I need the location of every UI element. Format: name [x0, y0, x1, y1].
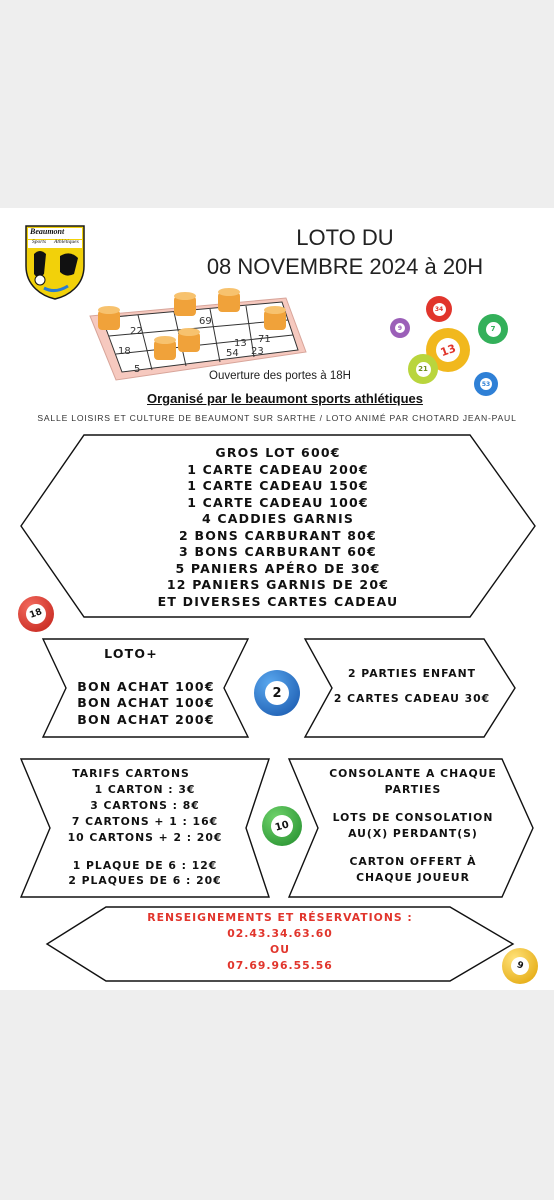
bingo-ball-7 — [478, 314, 508, 344]
ball-number: 18 — [23, 601, 49, 627]
bingo-ball-34 — [426, 296, 452, 322]
prize-item: ET DIVERSES CARTES CADEAU — [157, 593, 399, 609]
ball-number: 34 — [433, 303, 446, 316]
card-number: 54 — [226, 348, 239, 359]
contact-content — [46, 910, 514, 974]
card-number: 13 — [234, 338, 247, 349]
card-number: 18 — [118, 346, 131, 357]
ball-number: 21 — [416, 362, 431, 377]
logo-text-beaumont: Beaumont — [30, 227, 65, 236]
bingo-ball-21 — [408, 354, 438, 384]
tarifs-title: TARIFS CARTONS — [72, 767, 190, 780]
bingo-ball-18 — [18, 596, 54, 632]
prize-item: 4 CADDIES GARNIS — [201, 511, 355, 526]
ball-number: 10 — [269, 813, 296, 840]
ball-number: 53 — [480, 378, 492, 390]
consolante-content — [300, 766, 526, 885]
card-number: 69 — [199, 316, 212, 327]
card-number: 71 — [258, 334, 271, 345]
loto-plus-item: BON ACHAT 200€ — [77, 711, 215, 727]
contact-phone-2: 07.69.96.55.56 — [227, 958, 333, 972]
prize-item: GROS LOT 600€ — [215, 445, 341, 460]
tarif-item: 3 CARTONS : 8€ — [90, 798, 200, 812]
title-line2: 08 NOVEMBRE 2024 à 20H — [206, 254, 484, 279]
ball-number: 9 — [395, 323, 405, 333]
bingo-ball-2 — [254, 670, 300, 716]
card-number: 22 — [130, 326, 143, 337]
plaque-item: 2 PLAQUES DE 6 : 20€ — [68, 874, 222, 888]
contact-title: RENSEIGNEMENTS ET RÉSERVATIONS : — [147, 911, 413, 924]
enfant-item: 2 PARTIES ENFANT — [348, 667, 476, 680]
consolante-line: PARTIES — [384, 782, 442, 796]
prize-item: 1 CARTE CADEAU 200€ — [187, 461, 369, 477]
card-number: 5 — [134, 364, 141, 375]
prizes-list — [20, 445, 536, 610]
bingo-ball-9 — [390, 318, 410, 338]
flyer-sheet — [0, 208, 554, 990]
doors-opening-text: Ouverture des portes à 18H — [209, 370, 351, 382]
ball-number: 13 — [433, 335, 464, 366]
consolante-line: CONSOLANTE A CHAQUE — [329, 767, 497, 780]
enfant-item: 2 CARTES CADEAU 30€ — [333, 691, 491, 705]
ball-number: 9 — [508, 954, 531, 977]
club-logo — [24, 224, 86, 300]
prize-item: 1 CARTE CADEAU 100€ — [187, 494, 369, 510]
tarif-item: 7 CARTONS + 1 : 16€ — [71, 814, 219, 828]
loto-plus-content — [42, 646, 250, 728]
logo-text-sports: Sports — [32, 239, 47, 245]
prize-item: 2 BONS CARBURANT 80€ — [179, 527, 377, 543]
consolante-line: CARTON OFFERT À — [349, 854, 477, 868]
tarif-item: 10 CARTONS + 2 : 20€ — [67, 830, 223, 844]
tarifs-content — [20, 766, 270, 889]
loto-plus-title: LOTO+ — [104, 646, 158, 661]
consolante-line: LOTS DE CONSOLATION — [332, 810, 494, 824]
prize-item: 12 PANIERS GARNIS DE 20€ — [166, 577, 390, 592]
card-number: 23 — [251, 346, 264, 357]
prize-item: 3 BONS CARBURANT 60€ — [179, 544, 377, 559]
prize-item: 1 CARTE CADEAU 150€ — [187, 478, 369, 493]
ball-number: 7 — [486, 322, 501, 337]
consolante-line: AU(X) PERDANT(S) — [348, 826, 478, 840]
logo-text-athletiques: Athlétiques — [54, 239, 79, 245]
bingo-ball-9-yellow — [502, 948, 538, 984]
contact-phone-1: 02.43.34.63.60 — [227, 926, 333, 940]
tarif-item: 1 CARTON : 3€ — [94, 782, 196, 796]
plaque-item: 1 PLAQUE DE 6 : 12€ — [72, 858, 218, 872]
enfant-content — [312, 666, 512, 707]
consolante-line: CHAQUE JOUEUR — [356, 870, 470, 884]
prize-item: 5 PANIERS APÉRO DE 30€ — [175, 560, 381, 576]
title-line1: LOTO DU — [296, 225, 394, 250]
loto-plus-item: BON ACHAT 100€ — [77, 695, 215, 710]
contact-or: OU — [270, 942, 290, 956]
organizer-text: Organisé par le beaumont sports athlétiques — [147, 391, 423, 406]
ball-number: 2 — [265, 681, 289, 705]
venue-text: SALLE LOISIRS ET CULTURE DE BEAUMONT SUR SARTHE / LOTO ANIMÉ PAR CHOTARD JEAN-PAUL — [37, 413, 517, 423]
loto-plus-item: BON ACHAT 100€ — [77, 678, 215, 694]
